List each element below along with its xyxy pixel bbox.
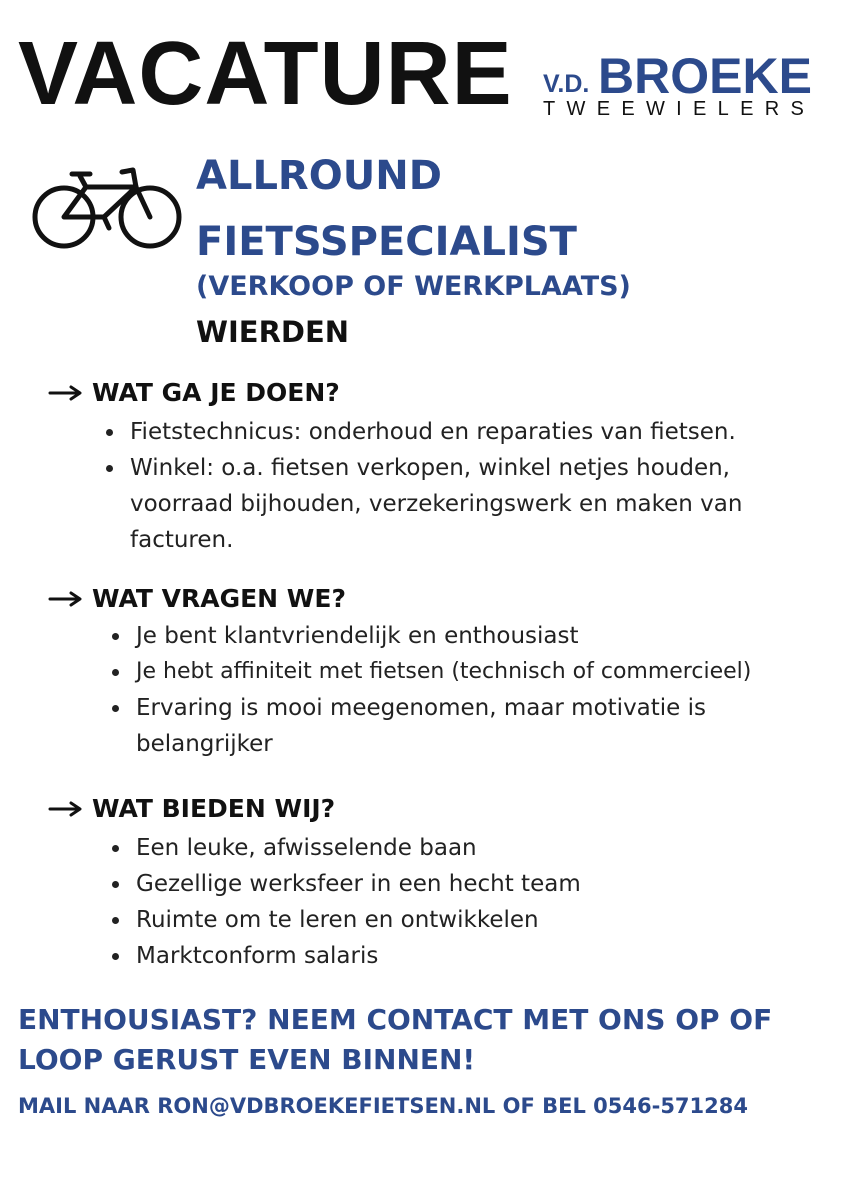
logo-name: BROEKE	[598, 48, 812, 104]
job-title-line2: FIETSSPECIALIST	[196, 219, 577, 265]
arrow-right-icon	[48, 384, 84, 402]
company-logo	[543, 50, 839, 122]
page-title: VACATURE	[18, 24, 513, 124]
list-item: Ruimte om te leren en ontwikkelen	[108, 902, 808, 938]
logo-subtitle: TWEEWIELERS	[543, 98, 816, 120]
logo-prefix: V.D.	[543, 70, 590, 98]
list-item: Ervaring is mooi meegenomen, maar motivatie is belangrijker	[108, 690, 768, 762]
section-heading-text: WAT VRAGEN WE?	[92, 584, 346, 613]
contact-info: MAIL NAAR RON@VDBROEKEFIETSEN.NL OF BEL 0546-571284	[18, 1094, 748, 1118]
call-to-action: ENTHOUSIAST? NEEM CONTACT MET ONS OP OF LOOP GERUST EVEN BINNEN!	[18, 1003, 773, 1076]
section-heading-text: WAT GA JE DOEN?	[92, 378, 340, 407]
requirements-list	[108, 618, 768, 762]
list-item: Een leuke, afwisselende baan	[108, 830, 808, 866]
job-subtitle: (VERKOOP OF WERKPLAATS)	[196, 271, 631, 302]
list-item: Je hebt affiniteit met fietsen (technisch of commercieel)	[108, 654, 768, 690]
job-title-line1: ALLROUND	[196, 153, 442, 199]
arrow-right-icon	[48, 590, 84, 608]
bicycle-icon	[30, 164, 184, 252]
section-heading-offer	[48, 794, 335, 823]
list-item: Fietstechnicus: onderhoud en reparaties van fietsen.	[102, 414, 812, 450]
list-item: Winkel: o.a. fietsen verkopen, winkel netjes houden, voorraad bijhouden, verzekeringswerk en maken van facturen.	[102, 450, 812, 558]
offer-list	[108, 830, 808, 974]
tasks-list	[102, 414, 812, 558]
list-item: Je bent klantvriendelijk en enthousiast	[108, 618, 768, 654]
job-location: WIERDEN	[196, 315, 350, 349]
section-heading-tasks	[48, 378, 340, 407]
section-heading-requirements	[48, 584, 346, 613]
section-heading-text: WAT BIEDEN WIJ?	[92, 794, 336, 823]
arrow-right-icon	[48, 800, 84, 818]
list-item: Marktconform salaris	[108, 938, 808, 974]
list-item: Gezellige werksfeer in een hecht team	[108, 866, 808, 902]
